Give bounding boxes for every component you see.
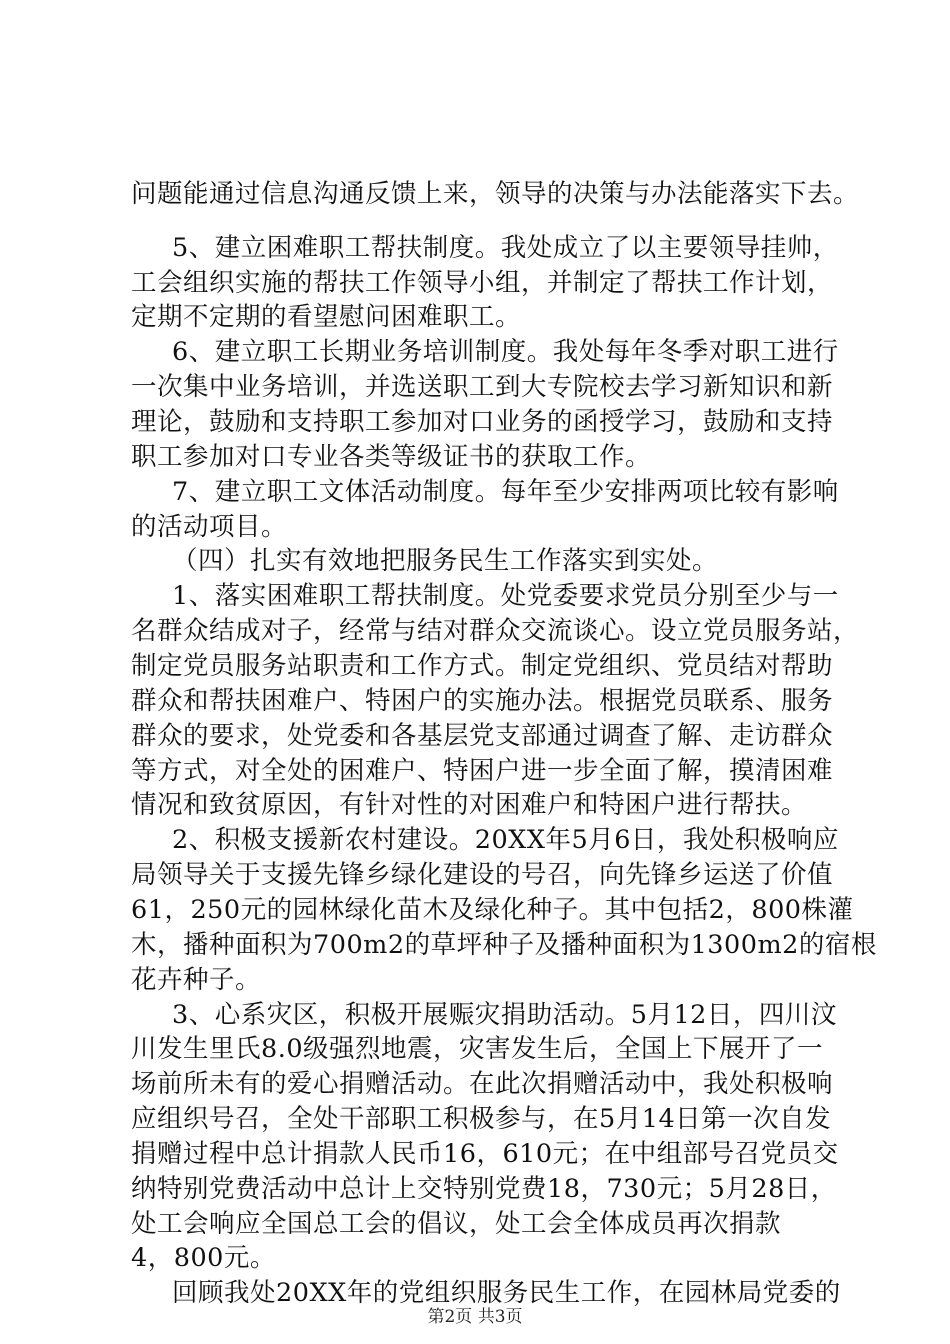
text-line: 5、建立困难职工帮扶制度。我处成立了以主要领导挂帅， bbox=[172, 233, 839, 263]
text-line: 花卉种子。 bbox=[131, 965, 262, 995]
text-line: 处工会响应全国总工会的倡议，处工会全体成员再次捐款 bbox=[131, 1209, 782, 1239]
text-line: 4，800元。 bbox=[131, 1243, 276, 1273]
page-number-footer: 第2页 共3页 bbox=[427, 1307, 523, 1327]
text-line: 捐赠过程中总计捐款人民币16，610元；在中组部号召党员交 bbox=[131, 1139, 839, 1169]
text-line: 群众的要求，处党委和各基层党支部通过调查了解、走访群众 bbox=[131, 721, 834, 751]
text-line: 3、心系灾区，积极开展赈灾捐助活动。5月12日，四川汶 bbox=[172, 1000, 837, 1030]
text-line: 理论，鼓励和支持职工参加对口业务的函授学习，鼓励和支持 bbox=[131, 407, 834, 437]
text-line: 纳特别党费活动中总计上交特别党费18，730元；5月28日， bbox=[131, 1174, 837, 1204]
text-line: 定期不定期的看望慰问困难职工。 bbox=[131, 302, 522, 332]
text-line: 应组织号召，全处干部职工积极参与，在5月14日第一次自发 bbox=[131, 1104, 832, 1134]
text-line: 等方式，对全处的困难户、特困户进一步全面了解，摸清困难 bbox=[131, 756, 834, 786]
text-line: 群众和帮扶困难户、特困户的实施办法。根据党员联系、服务 bbox=[131, 686, 834, 716]
text-line: 工会组织实施的帮扶工作领导小组，并制定了帮扶工作计划， bbox=[131, 268, 834, 298]
text-line: 6、建立职工长期业务培训制度。我处每年冬季对职工进行 bbox=[172, 337, 839, 367]
text-line: 木，播种面积为700m2的草坪种子及播种面积为1300m2的宿根 bbox=[131, 930, 877, 960]
text-line: 一次集中业务培训，并选送职工到大专院校去学习新知识和新 bbox=[131, 372, 834, 402]
text-line: 问题能通过信息沟通反馈上来，领导的决策与办法能落实下去。 bbox=[131, 179, 860, 209]
text-line: 名群众结成对子，经常与结对群众交流谈心。设立党员服务站， bbox=[131, 616, 860, 646]
text-line: 川发生里氏8.0级强烈地震，灾害发生后，全国上下展开了一 bbox=[131, 1034, 824, 1064]
text-line: 职工参加对口专业各类等级证书的获取工作。 bbox=[131, 442, 652, 472]
text-line: 回顾我处20XX年的党组织服务民生工作，在园林局党委的 bbox=[172, 1278, 841, 1308]
text-line: 2、积极支援新农村建设。20XX年5月6日，我处积极响应 bbox=[172, 825, 839, 855]
section-heading: （四）扎实有效地把服务民生工作落实到实处。 bbox=[172, 546, 719, 576]
text-line: 制定党员服务站职责和工作方式。制定党组织、党员结对帮助 bbox=[131, 651, 834, 681]
text-line: 1、落实困难职工帮扶制度。处党委要求党员分别至少与一 bbox=[172, 581, 839, 611]
text-line: 情况和致贫原因，有针对性的对困难户和特困户进行帮扶。 bbox=[131, 790, 808, 820]
text-line: 局领导关于支援先锋乡绿化建设的号召，向先锋乡运送了价值 bbox=[131, 860, 834, 890]
text-line: 场前所未有的爱心捐赠活动。在此次捐赠活动中，我处积极响 bbox=[131, 1069, 834, 1099]
text-line: 61，250元的园林绿化苗木及绿化种子。其中包括2，800株灌 bbox=[131, 895, 854, 925]
text-line: 的活动项目。 bbox=[131, 512, 288, 542]
text-line: 7、建立职工文体活动制度。每年至少安排两项比较有影响 bbox=[172, 477, 839, 507]
